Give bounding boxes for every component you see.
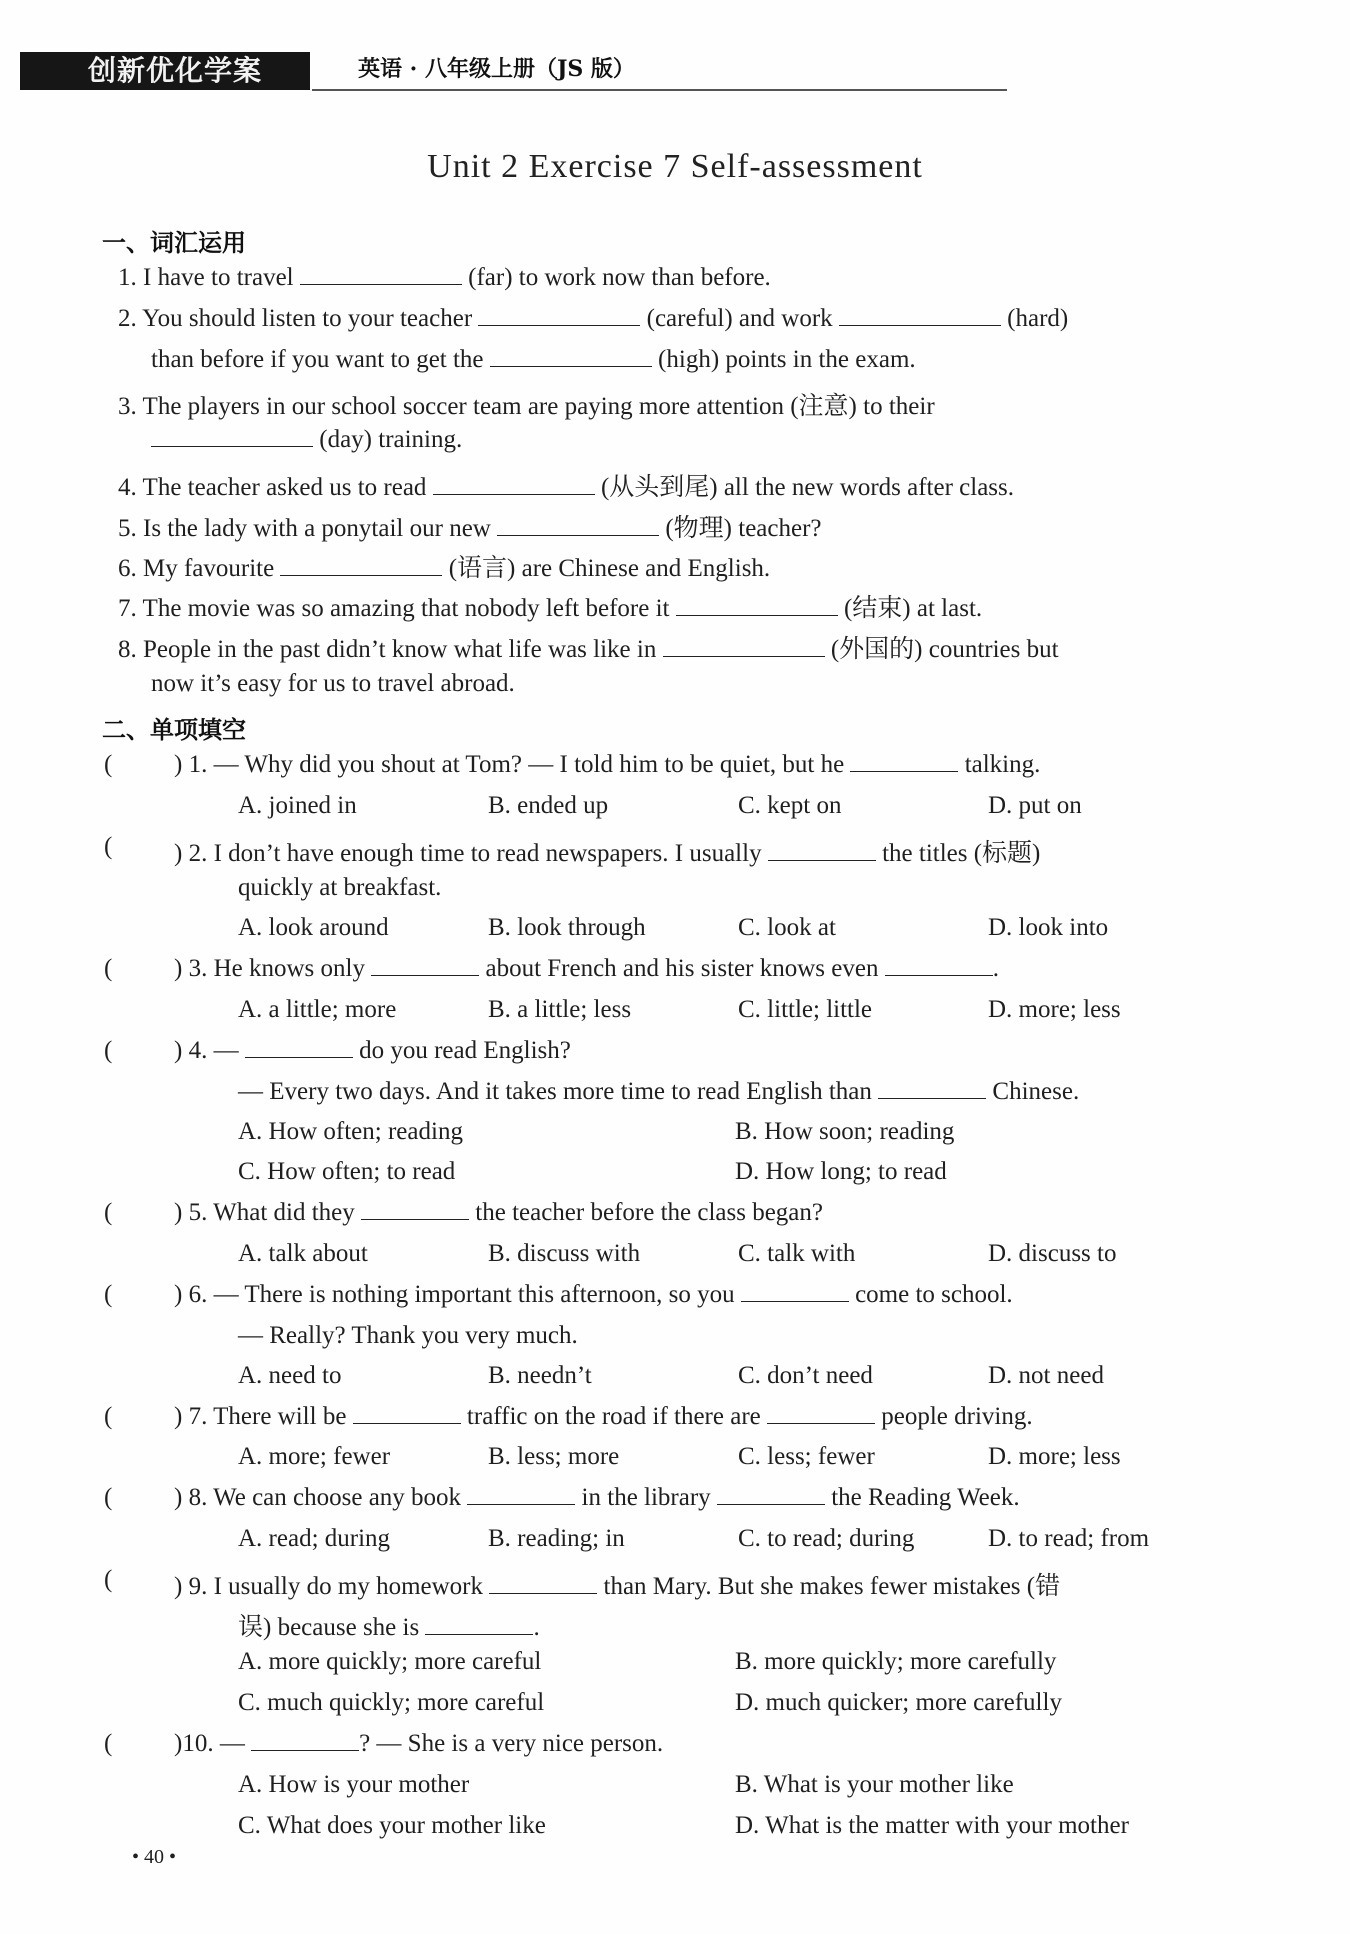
option-b[interactable]: B. more quickly; more carefully bbox=[735, 1648, 1057, 1675]
answer-blank[interactable] bbox=[850, 751, 958, 772]
option-d[interactable]: D. What is the matter with your mother bbox=[735, 1812, 1129, 1839]
vocab-question-8-cont: now it’s easy for us to travel abroad. bbox=[151, 670, 515, 697]
mc-question-2: ) 2. I don’t have enough time to read newspapers. I usually the titles (标题) bbox=[174, 840, 1041, 867]
vocab-question-4: 4. The teacher asked us to read (从头到尾) all the new words after class. bbox=[118, 474, 1015, 501]
option-c[interactable]: C. talk with bbox=[738, 1240, 856, 1267]
option-b[interactable]: B. discuss with bbox=[488, 1240, 641, 1267]
answer-blank[interactable] bbox=[371, 955, 479, 976]
option-c[interactable]: C. much quickly; more careful bbox=[238, 1689, 545, 1716]
option-c[interactable]: C. What does your mother like bbox=[238, 1812, 546, 1839]
answer-blank[interactable] bbox=[361, 1199, 469, 1220]
book-title: 英语 · 八年级上册（JS 版） bbox=[358, 56, 635, 82]
section-heading-vocabulary: 一、词汇运用 bbox=[102, 229, 246, 257]
vocab-question-2-cont: than before if you want to get the (high) points in the exam. bbox=[151, 346, 916, 373]
answer-blank[interactable] bbox=[478, 305, 640, 326]
option-b[interactable]: B. less; more bbox=[488, 1443, 620, 1470]
answer-blank[interactable] bbox=[245, 1037, 353, 1058]
option-a[interactable]: A. talk about bbox=[238, 1240, 368, 1267]
option-c[interactable]: C. don’t need bbox=[738, 1362, 873, 1389]
answer-blank[interactable] bbox=[717, 1484, 825, 1505]
answer-blank[interactable] bbox=[151, 426, 313, 447]
option-d[interactable]: D. discuss to bbox=[988, 1240, 1117, 1267]
vocab-question-2: 2. You should listen to your teacher (careful) and work (hard) bbox=[118, 305, 1069, 332]
vocab-question-8: 8. People in the past didn’t know what life was like in (外国的) countries but bbox=[118, 636, 1059, 663]
option-d[interactable]: D. much quicker; more carefully bbox=[735, 1689, 1062, 1716]
option-d[interactable]: D. more; less bbox=[988, 1443, 1121, 1470]
answer-paren[interactable]: ( bbox=[104, 1199, 113, 1226]
mc-question-3: ) 3. He knows only about French and his sister knows even . bbox=[174, 955, 999, 982]
vocab-question-1: 1. I have to travel (far) to work now than before. bbox=[118, 264, 771, 291]
answer-paren[interactable]: ( bbox=[104, 955, 113, 982]
option-b[interactable]: B. How soon; reading bbox=[735, 1118, 955, 1145]
option-a[interactable]: A. joined in bbox=[238, 792, 357, 819]
answer-blank[interactable] bbox=[878, 1078, 986, 1099]
answer-blank[interactable] bbox=[767, 1403, 875, 1424]
option-c[interactable]: C. look at bbox=[738, 914, 836, 941]
answer-blank[interactable] bbox=[676, 595, 838, 616]
option-c[interactable]: C. little; little bbox=[738, 996, 873, 1023]
answer-blank[interactable] bbox=[353, 1403, 461, 1424]
option-b[interactable]: B. reading; in bbox=[488, 1525, 625, 1552]
option-a[interactable]: A. How is your mother bbox=[238, 1771, 470, 1798]
vocab-question-6: 6. My favourite (语言) are Chinese and English. bbox=[118, 555, 771, 582]
brand-logo: 创新优化学案 bbox=[88, 54, 263, 87]
answer-paren[interactable]: ( bbox=[104, 1484, 113, 1511]
page-number: • 40 • bbox=[132, 1846, 177, 1868]
answer-blank[interactable] bbox=[741, 1281, 849, 1302]
option-a[interactable]: A. more; fewer bbox=[238, 1443, 391, 1470]
option-b[interactable]: B. look through bbox=[488, 914, 646, 941]
option-d[interactable]: D. to read; from bbox=[988, 1525, 1150, 1552]
answer-paren[interactable]: ( bbox=[104, 1566, 113, 1593]
mc-question-1: ) 1. — Why did you shout at Tom? — I told him to be quiet, but he talking. bbox=[174, 751, 1041, 778]
option-d[interactable]: D. not need bbox=[988, 1362, 1104, 1389]
mc-question-9: ) 9. I usually do my homework than Mary. But she makes fewer mistakes (错 bbox=[174, 1573, 1061, 1600]
vocab-question-3: 3. The players in our school soccer team are paying more attention (注意) to their bbox=[118, 393, 935, 420]
option-b[interactable]: B. a little; less bbox=[488, 996, 632, 1023]
answer-blank[interactable] bbox=[839, 305, 1001, 326]
answer-blank[interactable] bbox=[425, 1614, 533, 1635]
answer-paren[interactable]: ( bbox=[104, 1037, 113, 1064]
option-a[interactable]: A. more quickly; more careful bbox=[238, 1648, 542, 1675]
mc-question-5: ) 5. What did they the teacher before the class began? bbox=[174, 1199, 823, 1226]
answer-blank[interactable] bbox=[251, 1730, 359, 1751]
mc-question-7: ) 7. There will be traffic on the road if there are people driving. bbox=[174, 1403, 1033, 1430]
mc-question-4: ) 4. — do you read English? bbox=[174, 1037, 571, 1064]
answer-paren[interactable]: ( bbox=[104, 751, 113, 778]
option-d[interactable]: D. more; less bbox=[988, 996, 1121, 1023]
mc-question-9-cont: 误) because she is . bbox=[238, 1614, 540, 1641]
option-b[interactable]: B. needn’t bbox=[488, 1362, 592, 1389]
option-a[interactable]: A. look around bbox=[238, 914, 389, 941]
option-d[interactable]: D. look into bbox=[988, 914, 1109, 941]
option-a[interactable]: A. How often; reading bbox=[238, 1118, 463, 1145]
answer-blank[interactable] bbox=[663, 636, 825, 657]
mc-question-10: )10. — ? — She is a very nice person. bbox=[174, 1730, 664, 1757]
mc-question-8: ) 8. We can choose any book in the library the Reading Week. bbox=[174, 1484, 1020, 1511]
answer-blank[interactable] bbox=[280, 555, 442, 576]
page-title: Unit 2 Exercise 7 Self-assessment bbox=[427, 148, 923, 185]
option-c[interactable]: C. to read; during bbox=[738, 1525, 915, 1552]
vocab-question-3-cont: (day) training. bbox=[151, 426, 462, 454]
header-rule bbox=[312, 89, 1007, 91]
mc-question-6: ) 6. — There is nothing important this afternoon, so you come to school. bbox=[174, 1281, 1013, 1308]
answer-blank[interactable] bbox=[467, 1484, 575, 1505]
mc-question-2-cont: quickly at breakfast. bbox=[238, 874, 442, 901]
section-heading-multiple-choice: 二、单项填空 bbox=[102, 716, 246, 744]
option-d[interactable]: D. How long; to read bbox=[735, 1158, 947, 1185]
answer-paren[interactable]: ( bbox=[104, 1281, 113, 1308]
answer-blank[interactable] bbox=[433, 474, 595, 495]
mc-question-6-cont: — Really? Thank you very much. bbox=[238, 1322, 578, 1349]
option-c[interactable]: C. How often; to read bbox=[238, 1158, 456, 1185]
answer-paren[interactable]: ( bbox=[104, 1730, 113, 1757]
mc-question-4-cont: — Every two days. And it takes more time to read English than Chinese. bbox=[238, 1078, 1080, 1105]
answer-blank[interactable] bbox=[885, 955, 993, 976]
answer-blank[interactable] bbox=[490, 346, 652, 367]
option-c[interactable]: C. kept on bbox=[738, 792, 842, 819]
option-b[interactable]: B. What is your mother like bbox=[735, 1771, 1014, 1798]
option-c[interactable]: C. less; fewer bbox=[738, 1443, 875, 1470]
option-a[interactable]: A. read; during bbox=[238, 1525, 391, 1552]
answer-blank[interactable] bbox=[300, 264, 462, 285]
option-a[interactable]: A. a little; more bbox=[238, 996, 397, 1023]
vocab-question-7: 7. The movie was so amazing that nobody left before it (结束) at last. bbox=[118, 595, 983, 622]
answer-blank[interactable] bbox=[768, 840, 876, 861]
answer-paren[interactable]: ( bbox=[104, 1403, 113, 1430]
answer-blank[interactable] bbox=[497, 515, 659, 536]
vocab-question-5: 5. Is the lady with a ponytail our new (物理) teacher? bbox=[118, 515, 822, 542]
option-b[interactable]: B. ended up bbox=[488, 792, 609, 819]
answer-paren[interactable]: ( bbox=[104, 833, 113, 860]
option-d[interactable]: D. put on bbox=[988, 792, 1082, 819]
answer-blank[interactable] bbox=[489, 1573, 597, 1594]
option-a[interactable]: A. need to bbox=[238, 1362, 342, 1389]
